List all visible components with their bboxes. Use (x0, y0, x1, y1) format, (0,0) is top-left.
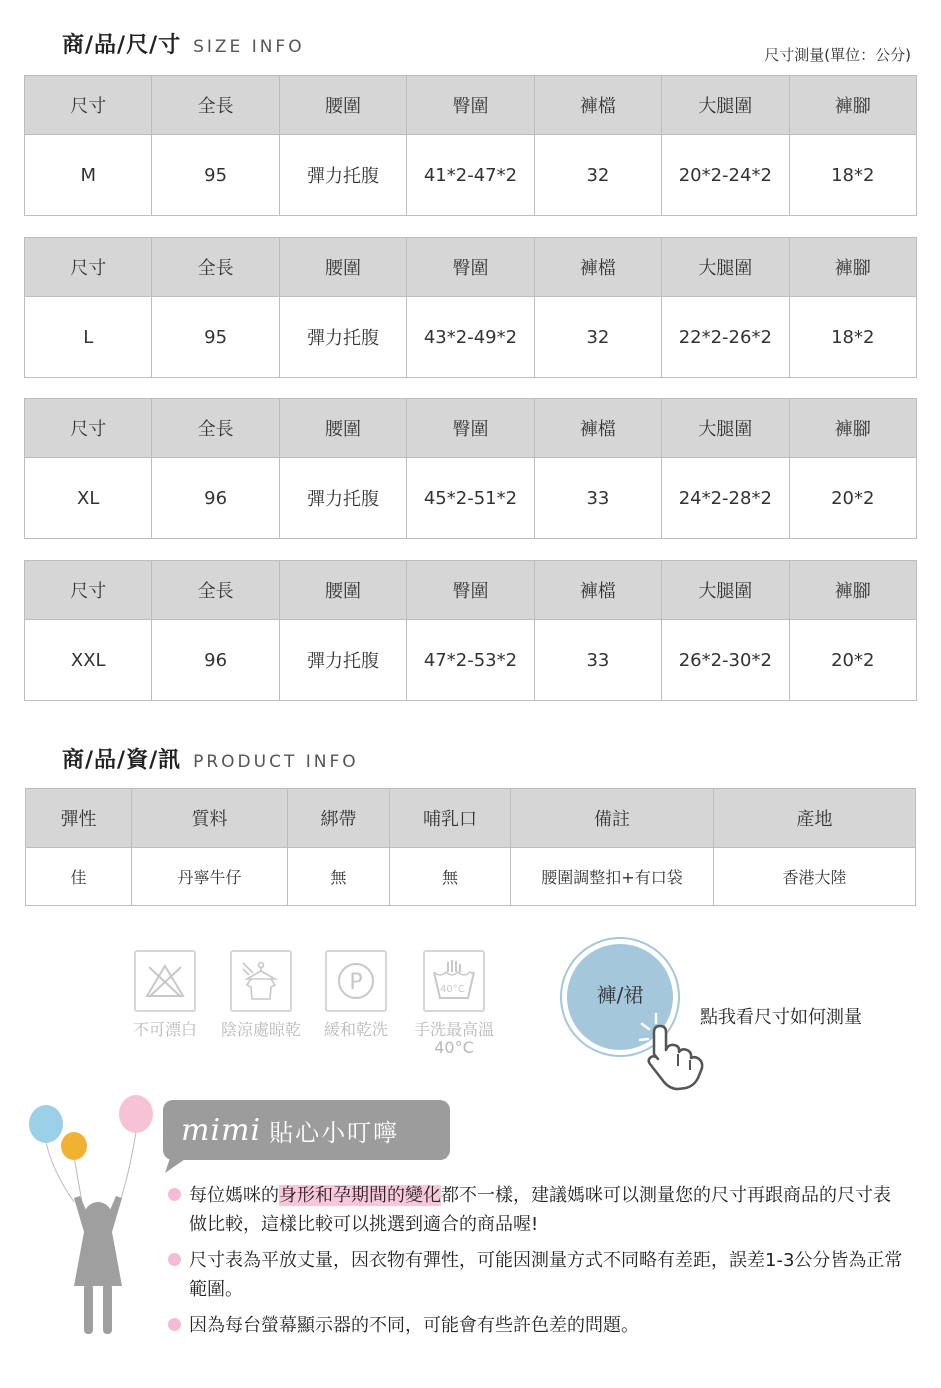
tip-text: 因為每台螢幕顯示器的不同，可能會有些許色差的問題。 (189, 1315, 639, 1336)
care-item-shade-dry (211, 950, 311, 1039)
header-cell: 彈性 (26, 789, 132, 848)
table-cell: 彈力托腹 (279, 620, 406, 701)
header-cell: 臀圍 (407, 76, 534, 135)
orange-balloon (61, 1132, 87, 1160)
table-cell: 18*2 (789, 297, 916, 378)
table-cell: 96 (152, 458, 279, 539)
table-cell: 18*2 (789, 135, 916, 216)
tips-title-bubble (163, 1100, 450, 1160)
header-cell: 哺乳口 (390, 789, 511, 848)
header-cell: 全長 (152, 399, 279, 458)
header-cell: 臀圍 (407, 561, 534, 620)
pink-bullet-icon (168, 1188, 181, 1201)
table-cell: 香港大陸 (714, 848, 916, 906)
table-cell: 24*2-28*2 (662, 458, 789, 539)
pink-bullet-icon (168, 1318, 181, 1331)
size-table-xl (24, 398, 917, 539)
measure-circle-label: 褲/裙 (596, 982, 644, 1007)
table-cell: 33 (534, 458, 661, 539)
table-cell: M (25, 135, 152, 216)
table-cell: 47*2-53*2 (407, 620, 534, 701)
table-cell: 95 (152, 297, 279, 378)
no-bleach-icon (134, 950, 196, 1012)
header-cell: 腰圍 (279, 399, 406, 458)
tip-text-post: 都不一樣，建議媽咪可以測量您的尺寸再跟商品的尺寸表做比較，這樣比較可以挑選到適合的商品喔! (189, 1185, 891, 1235)
table-row (25, 297, 917, 378)
header-cell: 褲腳 (789, 76, 916, 135)
header-cell: 褲檔 (534, 76, 661, 135)
header-cell: 褲檔 (534, 561, 661, 620)
table-cell: XL (25, 458, 152, 539)
size-info-title (62, 28, 305, 59)
table-cell: 41*2-47*2 (407, 135, 534, 216)
header-cell: 全長 (152, 76, 279, 135)
table-cell: 26*2-30*2 (662, 620, 789, 701)
tip-highlight: 身形和孕期間的變化 (279, 1185, 441, 1206)
header-cell: 尺寸 (25, 238, 152, 297)
table-cell: 彈力托腹 (279, 458, 406, 539)
table-cell: 腰圍調整扣+有口袋 (511, 848, 714, 906)
bubble-tail (165, 1155, 195, 1179)
tip-text (189, 1181, 908, 1239)
header-cell: 褲腳 (789, 238, 916, 297)
header-cell: 全長 (152, 238, 279, 297)
table-cell: XXL (25, 620, 152, 701)
table-row (25, 458, 917, 539)
care-label: 不可漂白 (132, 1020, 197, 1039)
header-cell: 產地 (714, 789, 916, 848)
care-item-no-bleach (125, 950, 205, 1039)
table-cell: 20*2-24*2 (662, 135, 789, 216)
table-cell: 96 (152, 620, 279, 701)
header-cell: 備註 (511, 789, 714, 848)
table-cell: L (25, 297, 152, 378)
pink-bullet-icon (168, 1253, 181, 1266)
care-label: 緩和乾洗 (323, 1020, 388, 1039)
size-table-header-row (25, 76, 917, 135)
product-info-title-en: PRODUCT INFO (193, 752, 359, 772)
blue-balloon (29, 1105, 63, 1143)
size-table-header-row (25, 561, 917, 620)
product-info-title (62, 743, 359, 774)
gentle-dry-clean-icon (325, 950, 387, 1012)
shade-dry-icon (230, 950, 292, 1012)
tips-title: 貼心小叮嚀 (269, 1118, 400, 1147)
tip-item (168, 1311, 908, 1341)
header-cell: 臀圍 (407, 238, 534, 297)
size-table-l (24, 237, 917, 378)
size-table-xxl (24, 560, 917, 701)
header-cell: 腰圍 (279, 238, 406, 297)
girl-with-balloons-illustration (22, 1090, 162, 1350)
table-cell: 無 (390, 848, 511, 906)
care-label: 陰涼處晾乾 (220, 1020, 301, 1039)
header-cell: 大腿圍 (662, 76, 789, 135)
header-cell: 大腿圍 (662, 238, 789, 297)
care-item-gentle-dry-clean (316, 950, 396, 1039)
header-cell: 質料 (132, 789, 288, 848)
tip-text-pre: 每位媽咪的 (189, 1185, 279, 1206)
hand-wash-tub-temp: 40°C (440, 984, 465, 995)
table-cell: 95 (152, 135, 279, 216)
svg-text:P: P (349, 970, 363, 995)
care-item-hand-wash (404, 950, 504, 1057)
product-table-header-row (26, 789, 916, 848)
header-cell: 褲檔 (534, 238, 661, 297)
table-cell: 32 (534, 297, 661, 378)
header-cell: 褲檔 (534, 399, 661, 458)
product-table (25, 788, 916, 906)
header-cell: 腰圍 (279, 76, 406, 135)
care-sublabel: 40°C (434, 1038, 474, 1057)
table-cell: 43*2-49*2 (407, 297, 534, 378)
table-cell: 45*2-51*2 (407, 458, 534, 539)
table-cell: 33 (534, 620, 661, 701)
care-label: 手洗最高溫 (413, 1020, 494, 1039)
table-cell: 彈力托腹 (279, 135, 406, 216)
header-cell: 褲腳 (789, 399, 916, 458)
header-cell: 綁帶 (288, 789, 390, 848)
table-row (26, 848, 916, 906)
table-row (25, 620, 917, 701)
header-cell: 腰圍 (279, 561, 406, 620)
measure-guide-link[interactable]: 點我看尺寸如何測量 (700, 1007, 862, 1028)
product-info-title-zh: 商/品/資/訊 (62, 748, 182, 773)
tip-item (168, 1246, 908, 1306)
header-cell: 褲腳 (789, 561, 916, 620)
header-cell: 尺寸 (25, 76, 152, 135)
table-cell: 佳 (26, 848, 132, 906)
size-info-title-zh: 商/品/尺/寸 (62, 33, 182, 58)
size-table-header-row (25, 238, 917, 297)
table-cell: 22*2-26*2 (662, 297, 789, 378)
table-cell: 丹寧牛仔 (132, 848, 288, 906)
header-cell: 全長 (152, 561, 279, 620)
size-info-title-en: SIZE INFO (193, 37, 305, 57)
size-table-m (24, 75, 917, 216)
table-cell: 32 (534, 135, 661, 216)
table-cell: 20*2 (789, 458, 916, 539)
tip-item (168, 1181, 908, 1241)
tip-text: 尺寸表為平放丈量，因衣物有彈性，可能因測量方式不同略有差距，誤差1-3公分皆為正常範圍。 (189, 1250, 903, 1300)
header-cell: 大腿圍 (662, 399, 789, 458)
header-cell: 尺寸 (25, 561, 152, 620)
header-cell: 大腿圍 (662, 561, 789, 620)
header-cell: 尺寸 (25, 399, 152, 458)
pink-balloon (119, 1095, 153, 1133)
header-cell: 臀圍 (407, 399, 534, 458)
unit-note: 尺寸測量(單位：公分) (764, 46, 911, 64)
table-cell: 無 (288, 848, 390, 906)
tips-brand: mimi (181, 1112, 262, 1148)
table-row (25, 135, 917, 216)
table-cell: 20*2 (789, 620, 916, 701)
size-table-header-row (25, 399, 917, 458)
hand-wash-icon (423, 950, 485, 1012)
table-cell: 彈力托腹 (279, 297, 406, 378)
